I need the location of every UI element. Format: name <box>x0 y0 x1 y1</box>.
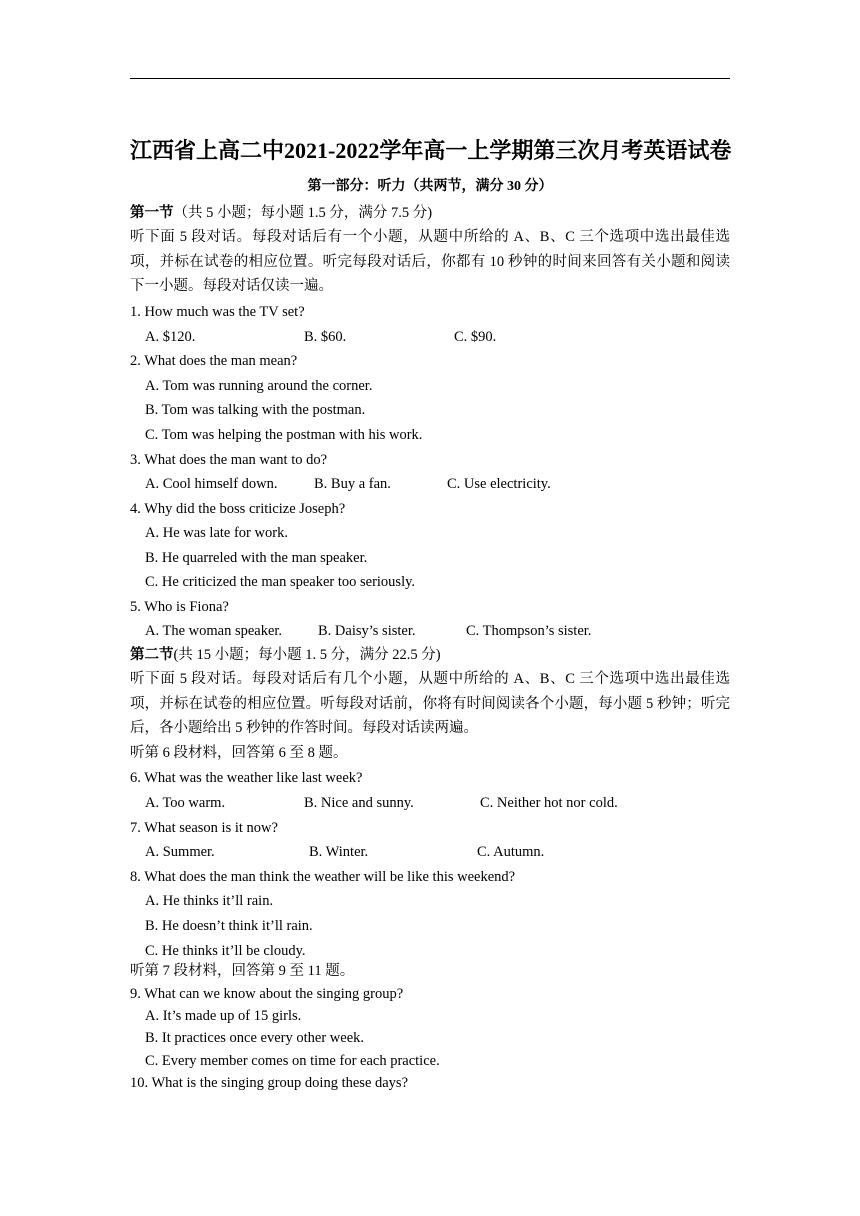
question-1-option-b: B. $60. <box>304 329 347 345</box>
question-2-option-a: A. Tom was running around the corner. <box>145 378 373 394</box>
question-2-option-c: C. Tom was helping the postman with his work. <box>145 427 423 443</box>
question-10-stem: 10. What is the singing group doing these days? <box>130 1075 409 1091</box>
question-5-option-b: B. Daisy’s sister. <box>318 623 416 639</box>
question-7-option-b: B. Winter. <box>309 844 369 860</box>
question-1-stem: 1. How much was the TV set? <box>130 304 305 320</box>
question-8-option-a: A. He thinks it’ll rain. <box>145 893 274 909</box>
section1-instruction: 听下面 5 段对话。每段对话后有一个小题，从题中所给的 A、B、C 三个选项中选出最佳选项，并标在试卷的相应位置。听完每段对话后，你都有 10 秒钟的时间来回答有关小题和阅读下一小题。每段对话仅读一遍。 <box>130 229 730 295</box>
section2-instruction: 听下面 5 段对话。每段对话后有几个小题，从题中所给的 A、B、C 三个选项中选出最佳选项，并标在试卷的相应位置。听每段对话前，你将有时间阅读各个小题，每小题 5 秒钟；听完后，各小题给出 5 秒钟的作答时间。每段对话读两遍。 <box>130 671 730 737</box>
question-4-option-c: C. He criticized the man speaker too seriously. <box>145 574 416 590</box>
question-7-option-a: A. Summer. <box>145 844 215 860</box>
question-9-option-a: A. It’s made up of 15 girls. <box>145 1008 302 1024</box>
question-7-stem: 7. What season is it now? <box>130 820 278 836</box>
question-8-option-b: B. He doesn’t think it’ll rain. <box>145 918 313 934</box>
question-3-option-c: C. Use electricity. <box>447 476 551 492</box>
question-6-option-a: A. Too warm. <box>145 795 226 811</box>
question-5-stem: 5. Who is Fiona? <box>130 599 229 615</box>
question-5-option-c: C. Thompson’s sister. <box>466 623 592 639</box>
section2-heading-detail: (共 15 小题；每小题 1. 5 分，满分 22.5 分) <box>173 647 441 663</box>
question-4-option-b: B. He quarreled with the man speaker. <box>145 550 368 566</box>
page-title: 江西省上高二中2021-2022学年高一上学期第三次月考英语试卷 <box>130 138 732 163</box>
section1-heading-detail: （共 5 小题；每小题 1.5 分，满分 7.5 分) <box>173 205 433 221</box>
question-3-stem: 3. What does the man want to do? <box>130 452 328 468</box>
question-1-option-a: A. $120. <box>145 329 196 345</box>
question-3-option-b: B. Buy a fan. <box>314 476 391 492</box>
section1-heading <box>130 203 432 223</box>
material-7-note: 听第 7 段材料，回答第 9 至 11 题。 <box>130 963 355 979</box>
question-8-option-c: C. He thinks it’ll be cloudy. <box>145 943 306 959</box>
question-6-stem: 6. What was the weather like last week? <box>130 770 363 786</box>
question-6-option-c: C. Neither hot nor cold. <box>480 795 618 811</box>
header-rule <box>130 78 730 79</box>
question-9-option-b: B. It practices once every other week. <box>145 1030 365 1046</box>
section2-heading <box>130 645 441 665</box>
question-4-stem: 4. Why did the boss criticize Joseph? <box>130 501 346 517</box>
question-2-stem: 2. What does the man mean? <box>130 353 298 369</box>
question-6-option-b: B. Nice and sunny. <box>304 795 414 811</box>
part1-heading: 第一部分：听力（共两节，满分 30 分） <box>307 179 553 194</box>
section1-heading-label: 第一节 <box>130 205 174 221</box>
question-4-option-a: A. He was late for work. <box>145 525 288 541</box>
question-2-option-b: B. Tom was talking with the postman. <box>145 402 366 418</box>
question-7-option-c: C. Autumn. <box>477 844 545 860</box>
question-8-stem: 8. What does the man think the weather will be like this weekend? <box>130 869 516 885</box>
question-9-stem: 9. What can we know about the singing group? <box>130 986 404 1002</box>
material-6-note: 听第 6 段材料，回答第 6 至 8 题。 <box>130 745 348 761</box>
question-9-option-c: C. Every member comes on time for each practice. <box>145 1053 440 1069</box>
question-1-option-c: C. $90. <box>454 329 497 345</box>
question-5-option-a: A. The woman speaker. <box>145 623 283 639</box>
question-3-option-a: A. Cool himself down. <box>145 476 278 492</box>
section2-heading-label: 第二节 <box>130 647 174 663</box>
